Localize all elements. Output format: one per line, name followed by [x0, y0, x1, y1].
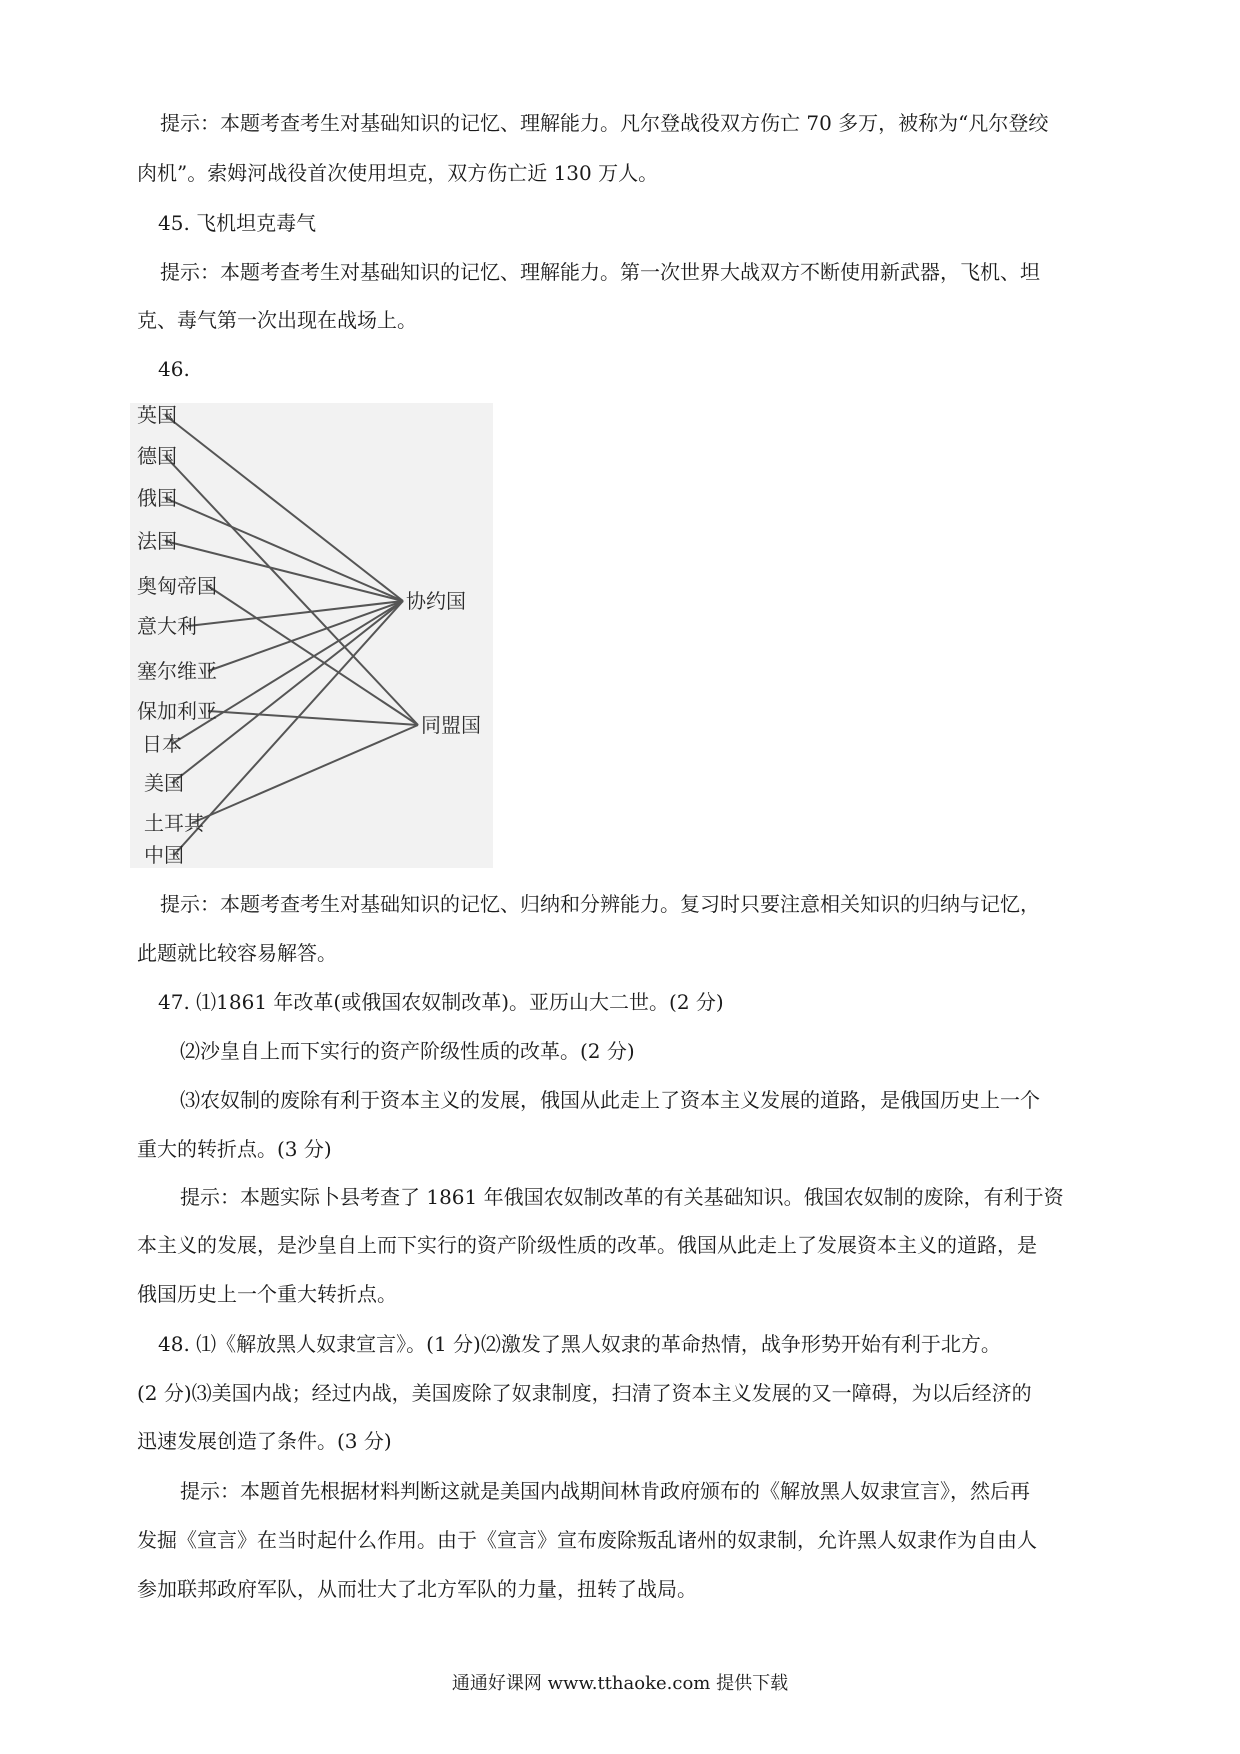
page-footer: 通通好课网 www.tthaoke.com 提供下载: [451, 1673, 789, 1694]
q45-answer: 45. 飞机坦克毒气: [158, 211, 317, 235]
country-label-8: 日本: [142, 732, 182, 756]
q46-hint-line-2: 此题就比较容易解答。: [137, 941, 337, 965]
q46-matching-diagram: [130, 403, 493, 868]
q48-answer-line-1: 48. ⑴《解放黑人奴隶宣言》。(1 分)⑵激发了黑人奴隶的革命热情，战争形势开始有利于北方。: [158, 1332, 1001, 1356]
q44-hint-line-2: 肉机”。索姆河战役首次使用坦克，双方伤亡近 130 万人。: [137, 161, 659, 185]
q48-hint-line-2: 发掘《宣言》在当时起什么作用。由于《宣言》宣布废除叛乱诸州的奴隶制，允许黑人奴隶作为自由人: [137, 1528, 1037, 1552]
q45-hint-line-1: 提示：本题考查考生对基础知识的记忆、理解能力。第一次世界大战双方不断使用新武器，飞机、坦: [160, 260, 1040, 284]
country-label-10: 土耳其: [144, 811, 204, 835]
country-label-7: 保加利亚: [137, 699, 217, 723]
group-label-1: 同盟国: [421, 713, 481, 737]
country-label-0: 英国: [137, 403, 177, 427]
q47-hint-line-1: 提示：本题实际卜县考查了 1861 年俄国农奴制改革的有关基础知识。俄国农奴制的废除，有利于资: [180, 1185, 1064, 1209]
q48-hint-line-3: 参加联邦政府军队，从而壮大了北方军队的力量，扭转了战局。: [137, 1577, 697, 1601]
q46-hint-line-1: 提示：本题考查考生对基础知识的记忆、归纳和分辨能力。复习时只要注意相关知识的归纳与记忆，: [160, 892, 1040, 916]
link-line-7: [208, 711, 418, 725]
q48-answer-line-2: (2 分)⑶美国内战；经过内战，美国废除了奴隶制度，扫清了资本主义发展的又一障碍，为以后经济的: [137, 1381, 1032, 1405]
q47-answer-2: ⑵沙皇自上而下实行的资产阶级性质的改革。(2 分): [180, 1039, 635, 1063]
q47-answer-3-line-1: ⑶农奴制的废除有利于资本主义的发展，俄国从此走上了资本主义发展的道路，是俄国历史上一个: [180, 1088, 1040, 1112]
country-label-5: 意大利: [137, 614, 197, 638]
country-label-2: 俄国: [137, 486, 177, 510]
q45-hint-line-2: 克、毒气第一次出现在战场上。: [137, 308, 417, 332]
country-label-4: 奥匈帝国: [137, 574, 217, 598]
country-label-6: 塞尔维亚: [137, 659, 217, 683]
country-label-3: 法国: [137, 529, 177, 553]
q47-hint-line-3: 俄国历史上一个重大转折点。: [137, 1282, 397, 1306]
country-label-1: 德国: [137, 444, 177, 468]
q44-hint-line-1: 提示：本题考查考生对基础知识的记忆、理解能力。凡尔登战役双方伤亡 70 多万，被称为“凡尔登绞: [160, 111, 1049, 135]
q47-hint-line-2: 本主义的发展，是沙皇自上而下实行的资产阶级性质的改革。俄国从此走上了发展资本主义的道路，是: [137, 1233, 1037, 1257]
country-label-9: 美国: [144, 771, 184, 795]
q47-answer-3-line-2: 重大的转折点。(3 分): [137, 1137, 332, 1161]
q48-answer-line-3: 迅速发展创造了条件。(3 分): [137, 1429, 392, 1453]
country-label-11: 中国: [144, 843, 184, 867]
q46-matching-figure: [130, 403, 493, 868]
q46-number: 46.: [158, 357, 190, 381]
group-label-0: 协约国: [406, 589, 466, 613]
q48-hint-line-1: 提示：本题首先根据材料判断这就是美国内战期间林肯政府颁布的《解放黑人奴隶宣言》，然后再: [180, 1479, 1030, 1503]
q47-answer-1: 47. ⑴1861 年改革(或俄国农奴制改革)。亚历山大二世。(2 分): [158, 990, 724, 1014]
